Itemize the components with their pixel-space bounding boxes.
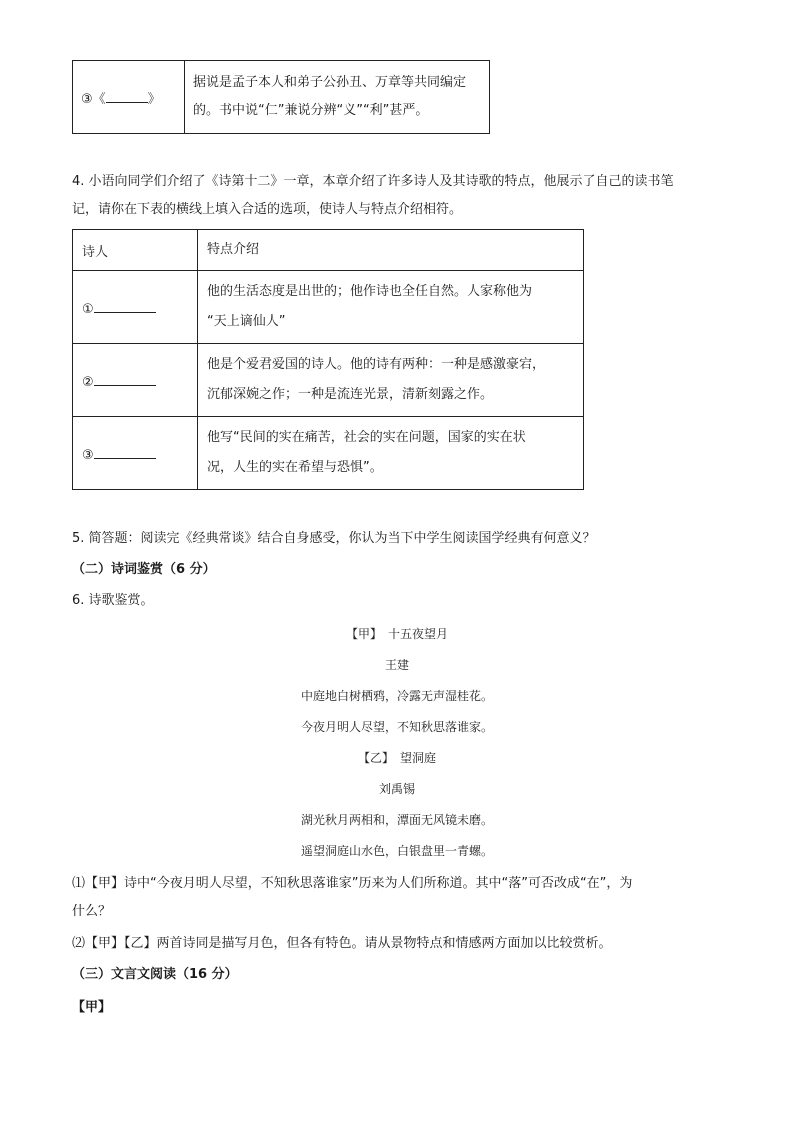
feature-cell bbox=[198, 271, 584, 344]
header-feature: 特点介绍 bbox=[198, 230, 584, 271]
poem-a-line: 中庭地白树栖鸦，冷露无声湿桂花。 bbox=[300, 689, 493, 703]
table-row bbox=[73, 417, 584, 490]
poet-feature-table bbox=[72, 229, 584, 490]
poem-a-line: 今夜月明人尽望，不知秋思落谁家。 bbox=[300, 720, 493, 734]
question-4-line-1: 4. 小语向同学们介绍了《诗第十二》一章，本章介绍了许多诗人及其诗歌的特点，他展示了自己的读书笔 bbox=[72, 174, 674, 189]
row-number: ① bbox=[82, 301, 94, 317]
book-intro-table bbox=[72, 60, 490, 134]
section-poetry-appreciation: （二）诗词鉴赏（6 分） bbox=[72, 562, 216, 577]
feature-line-1: 他的生活态度是出世的；他作诗也全任自然。人家称他为 bbox=[207, 284, 533, 299]
book-answer-blank[interactable] bbox=[106, 88, 148, 103]
question-5: 5. 简答题：阅读完《经典常谈》结合自身感受，你认为当下中学生阅读国学经典有何意义？ bbox=[72, 531, 596, 546]
poem-a-author: 王建 bbox=[384, 658, 409, 672]
poet-blank-cell bbox=[73, 344, 198, 417]
table-row bbox=[73, 344, 584, 417]
question-4 bbox=[72, 168, 722, 224]
section-classical-reading: （三）文言文阅读（16 分） bbox=[72, 967, 238, 982]
row-number: ② bbox=[82, 374, 94, 390]
poem-b-line: 遥望洞庭山水色，白银盘里一青螺。 bbox=[300, 844, 493, 858]
poem-a-title: 【甲】 十五夜望月 bbox=[345, 627, 448, 641]
question-6: 6. 诗歌鉴赏。 bbox=[72, 593, 154, 608]
subquestion-2: ⑵【甲】【乙】两首诗同是描写月色，但各有特色。请从景物特点和情感两方面加以比较赏析。 bbox=[72, 936, 612, 951]
feature-line-2: 沉郁深婉之作；一种是流连光景，清新刻露之作。 bbox=[207, 387, 494, 402]
poem-b-author: 刘禹锡 bbox=[378, 782, 415, 796]
passage-label-jia: 【甲】 bbox=[72, 1000, 112, 1015]
book-blank-cell bbox=[73, 61, 185, 134]
question-4-line-2: 记，请你在下表的横线上填入合适的选项，使诗人与特点介绍相符。 bbox=[72, 202, 463, 217]
feature-cell bbox=[198, 417, 584, 490]
table-row bbox=[73, 271, 584, 344]
book-close: 》 bbox=[147, 91, 161, 107]
poet-blank-cell bbox=[73, 271, 198, 344]
feature-line-1: 他写“民间的实在痛苦，社会的实在问题，国家的实在状 bbox=[207, 430, 526, 445]
subquestion-1-line-1: ⑴【甲】诗中“今夜月明人尽望，不知秋思落谁家”历来为人们所称道。其中“落”可否改成“在”，为 bbox=[72, 876, 633, 891]
feature-line-1: 他是个爱君爱国的诗人。他的诗有两种：一种是感激豪宕， bbox=[207, 357, 546, 372]
row-number: ③ bbox=[82, 447, 94, 463]
poem-b-title: 【乙】 望洞庭 bbox=[357, 751, 436, 765]
book-description: 据说是孟子本人和弟子公孙丑、万章等共同编定的。书中说“仁”兼说分辨“义”“利”甚严。 bbox=[185, 61, 490, 134]
poet-answer-blank[interactable] bbox=[94, 444, 156, 459]
feature-cell bbox=[198, 344, 584, 417]
subquestion-1-line-2: 什么？ bbox=[72, 904, 112, 919]
feature-line-2: “天上谪仙人” bbox=[207, 314, 286, 329]
poet-answer-blank[interactable] bbox=[94, 371, 156, 386]
feature-line-2: 况，人生的实在希望与恐惧”。 bbox=[207, 460, 383, 475]
book-number: ③《 bbox=[81, 91, 106, 107]
poet-answer-blank[interactable] bbox=[94, 298, 156, 313]
poet-blank-cell bbox=[73, 417, 198, 490]
subquestion-1 bbox=[72, 870, 722, 926]
poem-b-line: 湖光秋月两相和，潭面无风镜未磨。 bbox=[300, 813, 493, 827]
header-poet: 诗人 bbox=[73, 230, 198, 271]
